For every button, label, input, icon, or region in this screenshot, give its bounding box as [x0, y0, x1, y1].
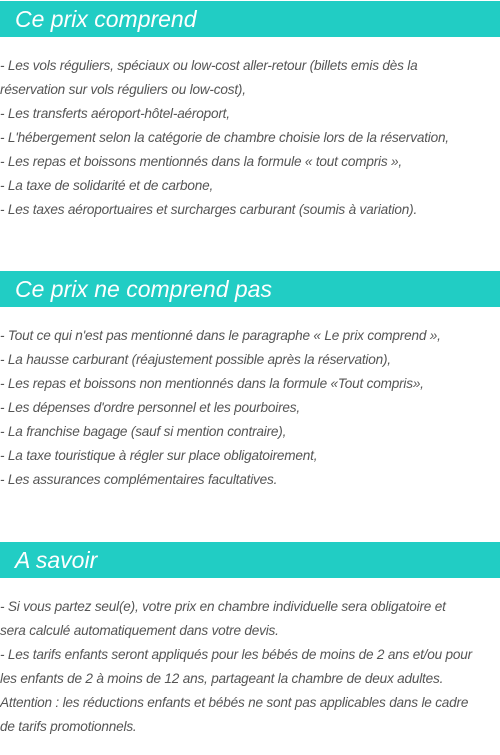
- text-line: sera calculé automatiquement dans votre devis.: [0, 623, 279, 638]
- text-line: - Les repas et boissons non mentionnés dans la formule «Tout compris»,: [0, 376, 424, 391]
- text-line: - La franchise bagage (sauf si mention contraire),: [0, 424, 287, 439]
- section-header-price-includes: [0, 1, 500, 37]
- text-line: - Tout ce qui n'est pas mentionné dans le paragraphe « Le prix comprend »,: [0, 328, 441, 343]
- text-line: - La hausse carburant (réajustement possible après la réservation),: [0, 352, 391, 367]
- text-line: - Si vous partez seul(e), votre prix en chambre individuelle sera obligatoire et: [0, 599, 446, 614]
- text-line: - Les taxes aéroportuaires et surcharges carburant (soumis à variation).: [0, 202, 418, 217]
- section-body-price-excludes: [0, 324, 500, 492]
- text-line: - L'hébergement selon la catégorie de chambre choisie lors de la réservation,: [0, 130, 449, 145]
- section-body-good-to-know: [0, 595, 500, 739]
- section-title: Ce prix comprend: [15, 6, 197, 32]
- section-header-price-excludes: [0, 271, 500, 307]
- section-body-price-includes: [0, 54, 500, 222]
- text-line: - Les vols réguliers, spéciaux ou low-cost aller-retour (billets emis dès la: [0, 58, 418, 73]
- text-line: - Les transferts aéroport-hôtel-aéroport,: [0, 106, 230, 121]
- text-line: - La taxe de solidarité et de carbone,: [0, 178, 214, 193]
- text-line: - Les dépenses d'ordre personnel et les pourboires,: [0, 400, 300, 415]
- text-line: réservation sur vols réguliers ou low-cost),: [0, 82, 246, 97]
- text-line: de tarifs promotionnels.: [0, 719, 137, 734]
- text-line: - Les tarifs enfants seront appliqués pour les bébés de moins de 2 ans et/ou pour: [0, 647, 472, 662]
- text-line: - Les assurances complémentaires facultatives.: [0, 472, 278, 487]
- text-line: - Les repas et boissons mentionnés dans la formule « tout compris »,: [0, 154, 402, 169]
- text-line: Attention : les réductions enfants et bébés ne sont pas applicables dans le cadre: [0, 695, 469, 710]
- section-title: Ce prix ne comprend pas: [15, 276, 272, 302]
- section-header-good-to-know: [0, 542, 500, 578]
- text-line: - La taxe touristique à régler sur place obligatoirement,: [0, 448, 318, 463]
- section-title: A savoir: [15, 547, 98, 573]
- text-line: les enfants de 2 à moins de 12 ans, partageant la chambre de deux adultes.: [0, 671, 444, 686]
